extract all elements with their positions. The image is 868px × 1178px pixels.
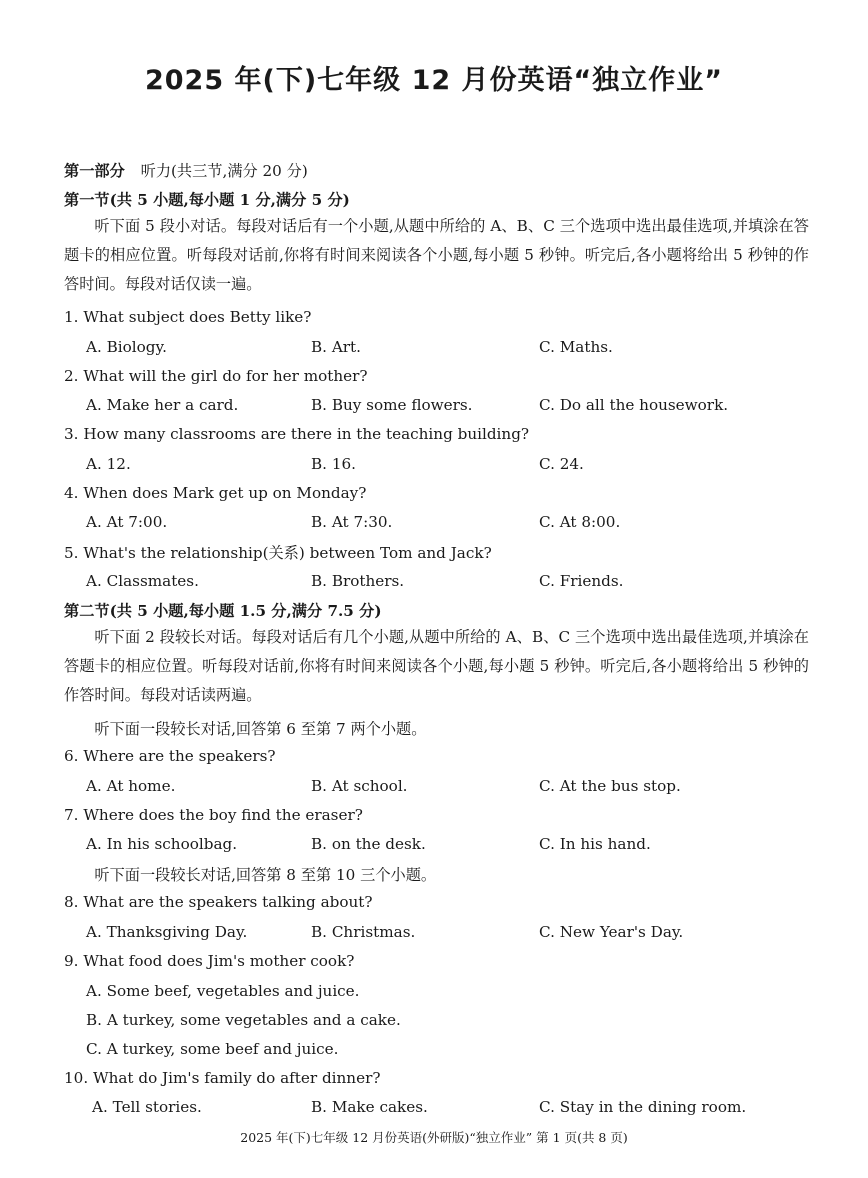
section2-heading: 第二节(共 5 小题,每小题 1.5 分,满分 7.5 分) [64,602,382,620]
question-2: 2. What will the girl do for her mother? [64,367,368,385]
q3-option-c: C. 24. [539,455,584,473]
question-10: 10. What do Jim's family do after dinner? [64,1069,381,1087]
q4-option-c: C. At 8:00. [539,513,621,531]
q2-option-c: C. Do all the housework. [539,396,729,414]
question-8: 8. What are the speakers talking about? [64,893,373,911]
section2-instructions: 听下面 2 段较长对话。每段对话后有几个小题,从题中所给的 A、B、C 三个选项中选出最佳选项,并填涂在答题卡的相应位置。听每段对话前,你将有时间来阅读各个小题,每小题 5 秒钟。听完后,各小题将给出 5 秒钟的作答时间。每段对话读两遍。 [64,628,809,704]
q3-option-b: B. 16. [311,455,356,473]
part-heading [64,160,809,181]
q8-option-b: B. Christmas. [311,923,416,941]
q5-option-a: A. Classmates. [86,572,199,590]
question-5: 5. What's the relationship(关系) between Tom and Jack? [64,544,492,562]
q9-option-a: A. Some beef, vegetables and juice. [86,982,360,1000]
section1-heading: 第一节(共 5 小题,每小题 1 分,满分 5 分) [64,191,350,209]
dialogue2-note: 听下面一段较长对话,回答第 8 至第 10 三个小题。 [94,866,437,884]
question-7: 7. Where does the boy find the eraser? [64,806,363,824]
q5-option-c: C. Friends. [539,572,624,590]
q10-option-c: C. Stay in the dining room. [539,1098,747,1116]
question-3: 3. How many classrooms are there in the teaching building? [64,425,530,443]
q6-option-a: A. At home. [86,777,176,795]
dialogue1-note: 听下面一段较长对话,回答第 6 至第 7 两个小题。 [94,720,427,738]
q9-option-b: B. A turkey, some vegetables and a cake. [86,1011,401,1029]
q6-option-b: B. At school. [311,777,408,795]
q4-option-a: A. At 7:00. [86,513,168,531]
q4-option-b: B. At 7:30. [311,513,393,531]
part-heading-label: 第一部分 [64,162,125,180]
q8-option-c: C. New Year's Day. [539,923,684,941]
part-heading-detail: 听力(共三节,满分 20 分) [140,162,308,180]
q8-option-a: A. Thanksgiving Day. [86,923,248,941]
question-9: 9. What food does Jim's mother cook? [64,952,355,970]
question-6: 6. Where are the speakers? [64,747,276,765]
question-1: 1. What subject does Betty like? [64,308,312,326]
q9-option-c: C. A turkey, some beef and juice. [86,1040,339,1058]
q1-option-a: A. Biology. [86,338,167,356]
q7-option-c: C. In his hand. [539,835,651,853]
section1-instructions: 听下面 5 段小对话。每段对话后有一个小题,从题中所给的 A、B、C 三个选项中选出最佳选项,并填涂在答题卡的相应位置。听每段对话前,你将有时间来阅读各个小题,每小题 5 秒钟。听完后,各小题将给出 5 秒钟的作答时间。每段对话仅读一遍。 [64,217,809,293]
q2-option-a: A. Make her a card. [86,396,239,414]
q1-option-b: B. Art. [311,338,361,356]
q10-option-a: A. Tell stories. [92,1098,202,1116]
q6-option-c: C. At the bus stop. [539,777,681,795]
q1-option-c: C. Maths. [539,338,613,356]
q7-option-b: B. on the desk. [311,835,426,853]
q7-option-a: A. In his schoolbag. [86,835,238,853]
q10-option-b: B. Make cakes. [311,1098,428,1116]
q2-option-b: B. Buy some flowers. [311,396,473,414]
q3-option-a: A. 12. [86,455,131,473]
q5-option-b: B. Brothers. [311,572,405,590]
question-4: 4. When does Mark get up on Monday? [64,484,367,502]
page-title: 2025 年(下)七年级 12 月份英语“独立作业” [144,65,724,96]
page-footer: 2025 年(下)七年级 12 月份英语(外研版)“独立作业” 第 1 页(共 8 页) [240,1130,628,1145]
